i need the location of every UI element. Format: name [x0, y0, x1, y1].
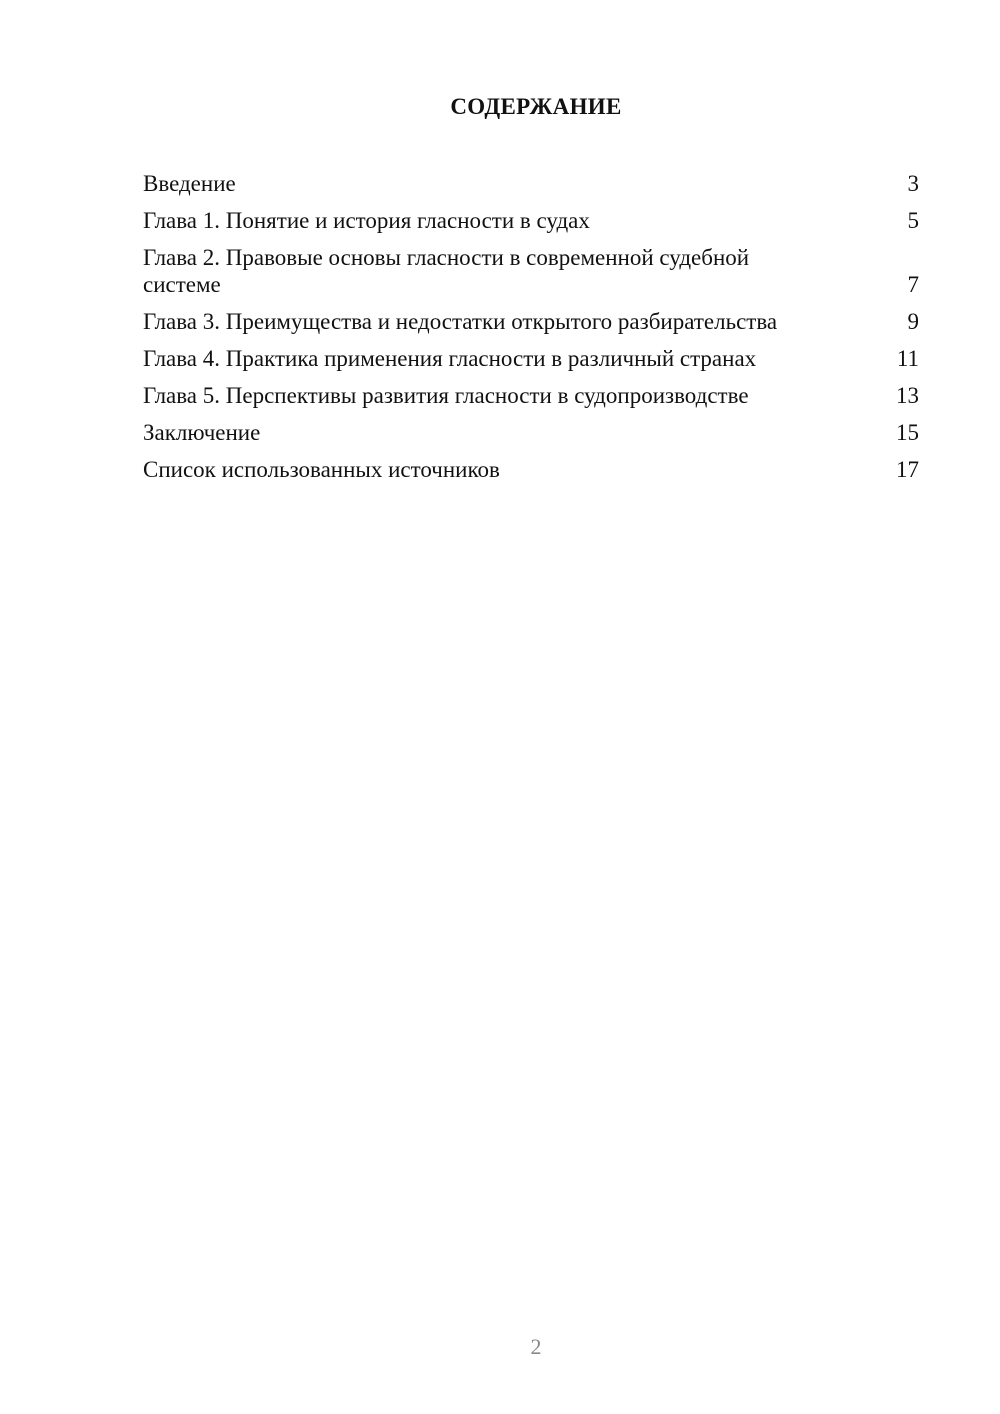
toc-entry-title: Заключение — [143, 420, 261, 445]
toc-entry-title: Список использованных источников — [143, 457, 500, 482]
toc-entry-page: 15 — [896, 420, 919, 445]
toc-entry-references[interactable] — [143, 456, 919, 483]
toc-entry-chapter-4[interactable] — [143, 345, 919, 372]
toc-entry-title: Глава 5. Перспективы развития гласности в судопроизводстве — [143, 383, 749, 408]
toc-entry-title: Глава 3. Преимущества и недостатки открытого разбирательства — [143, 309, 778, 334]
toc-entry-page: 11 — [896, 346, 919, 371]
table-of-contents — [143, 170, 919, 493]
page-title: СОДЕРЖАНИЕ — [450, 94, 622, 119]
toc-entry-page: 5 — [907, 208, 919, 233]
toc-entry-page: 13 — [896, 383, 919, 408]
toc-entry-title: Глава 4. Практика применения гласности в различный странах — [143, 346, 757, 371]
toc-entry-chapter-5[interactable] — [143, 382, 919, 409]
toc-entry-title: Глава 1. Понятие и история гласности в судах — [143, 208, 590, 233]
toc-entry-page: 9 — [907, 309, 919, 334]
toc-entry-chapter-3[interactable] — [143, 308, 919, 335]
toc-entry-page: 3 — [907, 171, 919, 196]
toc-entry-page: 7 — [907, 272, 919, 297]
toc-entry-page: 17 — [896, 457, 919, 482]
toc-entry-chapter-1[interactable] — [143, 207, 919, 234]
toc-entry-title: Введение — [143, 171, 236, 196]
toc-entry-title: Глава 2. Правовые основы гласности в современной судебной системе — [143, 245, 750, 297]
page-number: 2 — [530, 1334, 542, 1359]
toc-entry-conclusion[interactable] — [143, 419, 919, 446]
toc-entry-chapter-2[interactable] — [143, 244, 919, 298]
toc-entry-introduction[interactable] — [143, 170, 919, 197]
